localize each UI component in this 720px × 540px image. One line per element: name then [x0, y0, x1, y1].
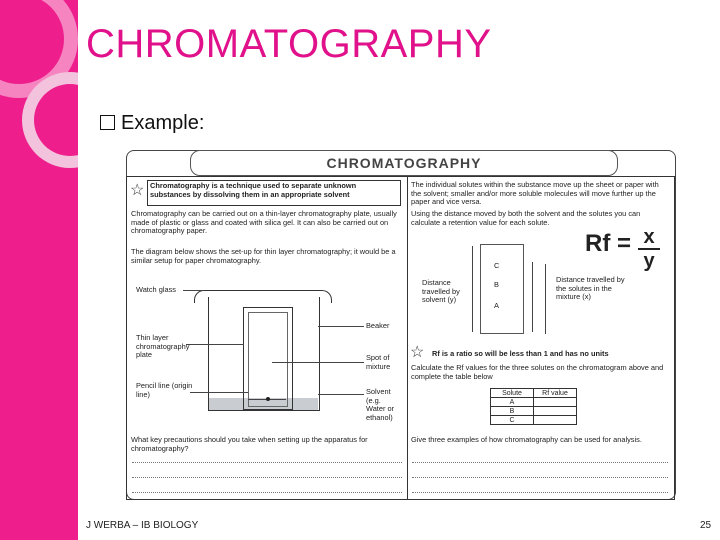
bullet-label: Example:: [121, 112, 205, 134]
answer-line: [412, 492, 668, 493]
table-header: Solute: [491, 389, 534, 398]
solute-distance-arrow: [532, 262, 533, 332]
left-question: What key precautions should you take when setting up the apparatus for chromatography?: [131, 435, 368, 453]
table-cell[interactable]: [534, 416, 577, 425]
worksheet-header: CHROMATOGRAPHY: [190, 150, 618, 176]
star-icon: ☆: [410, 344, 425, 361]
pointer-line: [190, 392, 248, 393]
slide-title: CHROMATOGRAPHY: [86, 22, 492, 66]
label-pencil-line: Pencil line (origin line): [136, 381, 193, 399]
solvent-distance-arrow: [472, 246, 473, 332]
right-paragraph-1: The individual solutes within the substance move up the sheet or paper with the solvent; smaller and/or more soluble molecules will move further up the paper and vice versa.: [411, 180, 659, 207]
right-paragraph-2: Using the distance moved by both the solvent and the solutes you can calculate a retention value for each solute.: [411, 209, 641, 227]
tlc-plate-inner: [248, 312, 288, 407]
pointer-line: [318, 394, 364, 395]
right-question: Give three examples of how chromatography can be used for analysis.: [411, 435, 642, 444]
label-watch-glass: Watch glass: [136, 285, 176, 294]
rf-note: Rf is a ratio so will be less than 1 and has no units: [432, 349, 609, 358]
answer-line: [132, 462, 402, 463]
answer-line: [132, 492, 402, 493]
bullet-box-icon: [100, 115, 115, 130]
label-solvent: Solvent (e.g. Water or ethanol): [366, 387, 395, 422]
solute-c-label: C: [494, 261, 500, 270]
rf-numerator: x: [643, 226, 655, 248]
solute-distance-arrow: [545, 264, 546, 334]
pointer-line: [318, 326, 364, 327]
left-paragraph-1: Chromatography can be carried out on a thin-layer chromatography plate, usually made of plastic or glass and coated with silica gel. It can also be carried out on chromatography paper.: [131, 209, 397, 236]
table-row: [491, 398, 577, 407]
answer-line: [412, 462, 668, 463]
table-row: [491, 416, 577, 425]
table-row: [491, 407, 577, 416]
footer-author: J WERBA – IB BIOLOGY: [86, 520, 199, 531]
table-cell[interactable]: [534, 398, 577, 407]
rf-table: [490, 388, 577, 425]
pointer-line: [183, 290, 203, 291]
rf-fraction: [638, 228, 660, 270]
table-cell: A: [491, 398, 534, 407]
label-beaker: Beaker: [366, 321, 390, 330]
table-header: Rf value: [534, 389, 577, 398]
answer-line: [412, 477, 668, 478]
answer-line: [132, 477, 402, 478]
pointer-line: [186, 344, 244, 345]
bullet-item: [100, 112, 204, 135]
distance-solutes-label: Distance travelled by the solutes in the mixture (x): [556, 275, 625, 302]
left-paragraph-2: The diagram below shows the set-up for thin layer chromatography; it would be a similar setup for paper chromatography.: [131, 247, 396, 265]
table-cell: C: [491, 416, 534, 425]
pointer-line: [272, 362, 364, 363]
label-thin-layer: Thin layer chromatography plate: [136, 333, 190, 360]
page-number: 25: [700, 520, 712, 531]
rf-instruction: Calculate the Rf values for the three solutes on the chromatogram above and complete the table below: [411, 363, 664, 381]
definition-text: Chromatography is a technique used to separate unknown substances by dissolving them in an appropriate solvent: [150, 181, 357, 199]
table-cell[interactable]: [534, 407, 577, 416]
solute-a-label: A: [494, 301, 499, 310]
solute-b-label: B: [494, 280, 499, 289]
sample-spot: [266, 397, 270, 401]
accent-sidebar: [0, 0, 78, 540]
rf-formula-label: Rf =: [585, 230, 632, 257]
star-icon: ☆: [130, 182, 145, 199]
rf-denominator: y: [643, 250, 655, 272]
distance-solvent-label: Distance travelled by solvent (y): [422, 278, 460, 305]
label-spot: Spot of mixture: [366, 353, 391, 371]
chromatogram-plate: [480, 244, 524, 334]
table-cell: B: [491, 407, 534, 416]
